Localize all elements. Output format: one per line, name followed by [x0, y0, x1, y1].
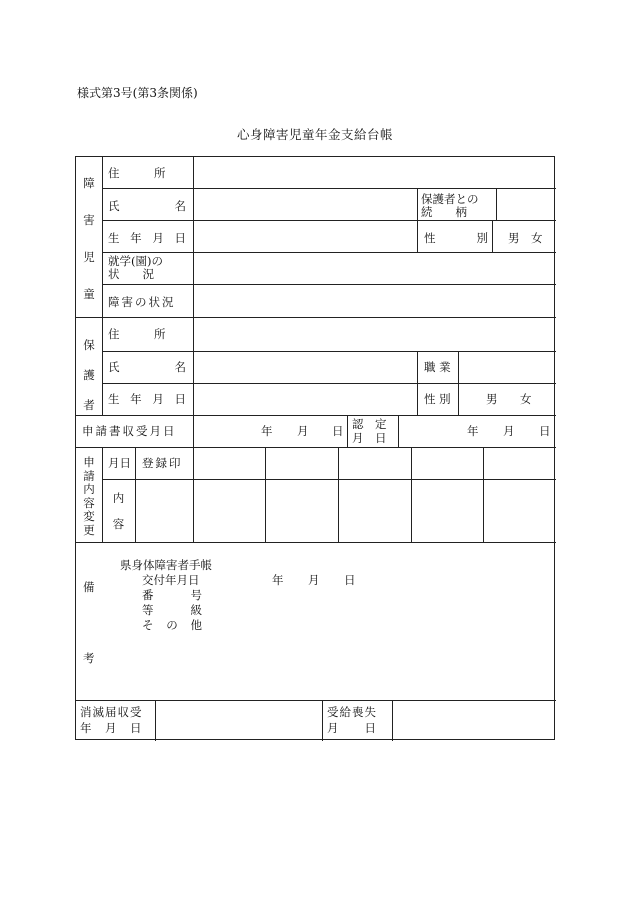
page-title: 心身障害児童年金支給台帳: [236, 127, 393, 142]
certified-year: 年: [467, 424, 479, 438]
remarks-issue-day: 日: [344, 573, 356, 587]
guardian-address-label: 住 所: [108, 327, 166, 341]
changes-group-label: 申 請 内 容 変 更: [83, 455, 95, 537]
remarks-grade-label: 等 級: [142, 603, 202, 617]
guardian-name-label: 氏 名: [108, 360, 186, 374]
guardian-relation-label: 保護者との 続 柄: [421, 192, 479, 219]
remarks-other-label: そ の 他: [142, 618, 202, 632]
ledger-table: [75, 156, 555, 740]
changes-month-day-label: 月日: [108, 456, 131, 470]
remarks-label-top: 備: [83, 580, 95, 594]
changes-content-label: 内 容: [112, 491, 125, 531]
child-address-label: 住 所: [108, 166, 166, 180]
application-received-label: 申請書収受月日: [82, 424, 177, 438]
form-number: 様式第3号(第3条関係): [77, 86, 198, 100]
remarks-issue-year: 年: [272, 573, 284, 587]
certified-label: 認 定 月 日: [352, 417, 387, 445]
remarks-issue-month: 月: [308, 573, 320, 587]
changes-seal-label: 登録印: [142, 456, 183, 470]
guardian-sex-label: 性 別: [424, 392, 451, 406]
child-sex-options: 男 女: [508, 231, 543, 245]
extinction-label: 消滅届収受 年 月 日: [80, 705, 143, 735]
application-received-day: 日: [332, 424, 344, 438]
application-received-month: 月: [297, 424, 309, 438]
certified-day: 日: [539, 424, 551, 438]
guardian-sex-female: 女: [520, 392, 532, 406]
child-schooling-label: 就学(園)の 状 況: [108, 254, 163, 281]
guardian-occupation-label: 職 業: [424, 360, 451, 374]
guardian-group-label: 保 護 者: [83, 338, 95, 412]
child-group-label: 障 害 児 童: [83, 176, 95, 301]
remarks-label-bottom: 考: [83, 651, 95, 665]
child-sex-label: 性 別: [424, 231, 488, 245]
child-disability-label: 障害の状況: [108, 295, 176, 309]
child-name-label: 氏 名: [108, 199, 186, 213]
guardian-sex-male: 男: [486, 392, 498, 406]
guardian-birthdate-label: 生 年 月 日: [108, 392, 186, 406]
application-received-year: 年: [261, 424, 273, 438]
remarks-number-label: 番 号: [142, 588, 202, 602]
certified-month: 月: [503, 424, 515, 438]
remarks-issue-date-label: 交付年月日: [142, 573, 200, 587]
loss-label: 受給喪失 月 日: [327, 705, 377, 735]
remarks-booklet-title: 県身体障害者手帳: [120, 558, 212, 572]
child-birthdate-label: 生 年 月 日: [108, 231, 186, 245]
